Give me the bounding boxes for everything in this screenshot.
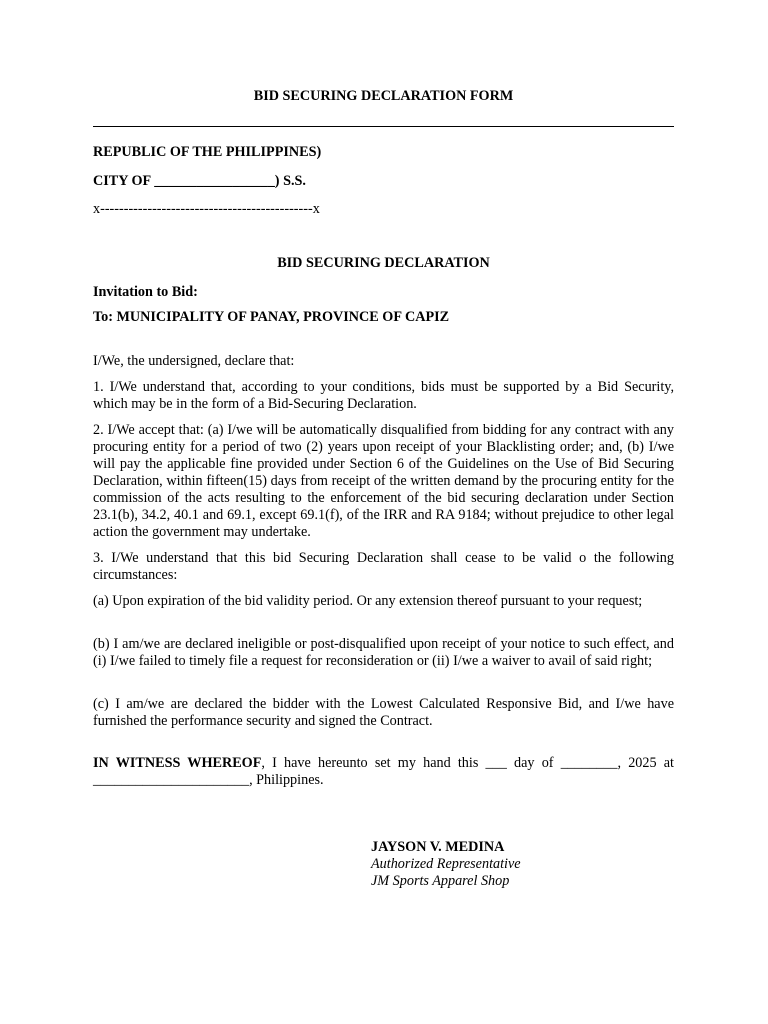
header-city: CITY OF _________________) S.S. xyxy=(93,173,306,189)
signatory-name: JAYSON V. MEDINA xyxy=(371,839,505,855)
signatory-company: JM Sports Apparel Shop xyxy=(371,873,510,889)
condition-b: (b) I am/we are declared ineligible or post-disqualified upon receipt of your notice to such effect, and (i) I/we failed to timely file a request for reconsideration or (ii) I/we a waiver to avail of said right; xyxy=(93,636,674,669)
invitation-label: Invitation to Bid: xyxy=(93,284,198,300)
witness-lead: IN WITNESS WHEREOF xyxy=(93,755,262,771)
witness-text: , I have hereunto set my hand this ___ day of ________, 2025 at ______________________, Philippines. xyxy=(93,755,674,788)
header-separator: x---------------------------------------------x xyxy=(93,201,320,217)
witness-clause xyxy=(93,755,674,789)
form-title: BID SECURING DECLARATION FORM xyxy=(253,88,514,104)
condition-a: (a) Upon expiration of the bid validity period. Or any extension thereof pursuant to your request; xyxy=(93,593,643,609)
addressee: To: MUNICIPALITY OF PANAY, PROVINCE OF CAPIZ xyxy=(93,309,450,325)
paragraph-3: 3. I/We understand that this bid Securing Declaration shall cease to be valid o the following circumstances: xyxy=(93,550,674,583)
signatory-position: Authorized Representative xyxy=(371,856,521,872)
paragraph-1: 1. I/We understand that, according to your conditions, bids must be supported by a Bid Security, which may be in the form of a Bid-Securing Declaration. xyxy=(93,379,674,412)
declaration-title: BID SECURING DECLARATION xyxy=(277,255,490,271)
paragraph-2: 2. I/We accept that: (a) I/we will be automatically disqualified from bidding for any contract with any procuring entity for a period of two (2) years upon receipt of your Blacklisting order; and, (b) I/we will pay the applicable fine provided under Section 6 of the Guidelines on the Use of Bid Securing Declaration, within fifteen(15) days from receipt of the written demand by the procuring entity for the commission of the acts resulting to the enforcement of the bid securing declaration under Section 23.1(b), 34.2, 40.1 and 69.1, except 69.1(f), of the IRR and RA 9184; without prejudice to other legal action the government may undertake. xyxy=(93,422,674,540)
intro-line: I/We, the undersigned, declare that: xyxy=(93,353,295,369)
title-divider xyxy=(93,126,674,127)
condition-c: (c) I am/we are declared the bidder with the Lowest Calculated Responsive Bid, and I/we have furnished the performance security and signed the Contract. xyxy=(93,696,674,729)
header-republic: REPUBLIC OF THE PHILIPPINES) xyxy=(93,144,322,160)
